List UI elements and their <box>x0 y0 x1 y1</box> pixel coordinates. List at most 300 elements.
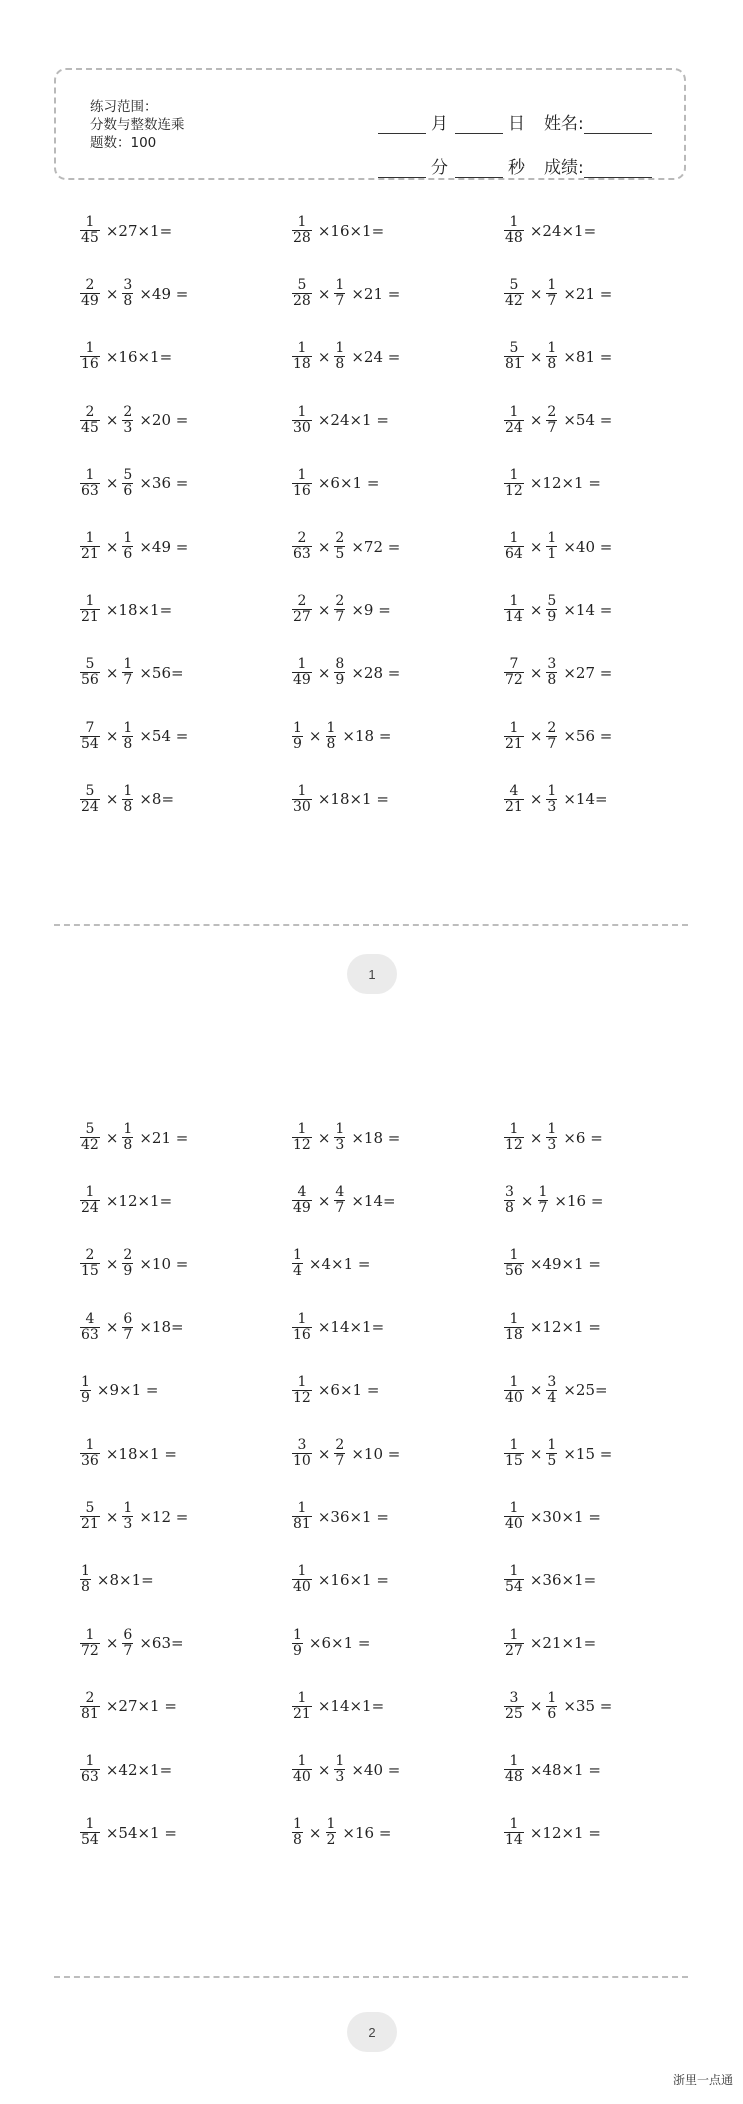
fraction-denominator: 48 <box>505 1769 523 1785</box>
fraction-denominator: 45 <box>81 230 99 246</box>
fraction <box>292 1564 312 1595</box>
fraction-numerator: 1 <box>85 1184 95 1201</box>
fraction-denominator: 81 <box>505 356 523 373</box>
fraction <box>538 1185 549 1216</box>
fraction-numerator: 1 <box>547 782 557 799</box>
fraction-numerator: 1 <box>123 1500 133 1517</box>
expression-text: ×27×1 = <box>105 1697 177 1716</box>
problem-item <box>504 1185 607 1216</box>
problem-item <box>504 1691 616 1722</box>
fraction <box>334 531 345 562</box>
fraction-denominator: 48 <box>505 230 523 246</box>
fraction-numerator: 1 <box>509 1500 519 1517</box>
fraction-numerator: 3 <box>505 1184 514 1201</box>
fraction-denominator: 8 <box>293 1832 302 1849</box>
fraction-denominator: 42 <box>81 1137 99 1153</box>
fraction <box>292 1628 303 1659</box>
fraction-denominator: 63 <box>81 1326 99 1343</box>
fraction-denominator: 45 <box>81 419 99 436</box>
fraction-denominator: 21 <box>505 735 523 752</box>
fraction-numerator: 2 <box>85 1689 95 1706</box>
fraction <box>504 278 524 309</box>
expression-text: ×4×1 = <box>308 1254 371 1273</box>
fraction <box>546 341 557 372</box>
problem-item <box>80 1375 162 1406</box>
expression-text: × <box>105 727 119 746</box>
expression-text: × <box>317 284 331 303</box>
problem-item <box>292 1817 395 1848</box>
fraction-denominator: 56 <box>81 672 99 689</box>
fraction-numerator: 1 <box>85 1626 95 1643</box>
fraction <box>80 1375 91 1406</box>
problem-item <box>504 594 616 625</box>
name-blank[interactable] <box>584 117 652 134</box>
fraction <box>504 531 524 562</box>
fraction-denominator: 7 <box>123 672 133 689</box>
expression-text: ×40 = <box>351 1760 401 1779</box>
fraction-numerator: 1 <box>85 593 95 610</box>
month-blank[interactable] <box>378 117 426 134</box>
fraction-denominator: 15 <box>505 1453 523 1469</box>
problem-item <box>80 1501 192 1532</box>
fraction-numerator: 1 <box>509 403 519 420</box>
fraction <box>292 1185 312 1216</box>
expression-text: ×6 = <box>563 1128 603 1147</box>
fraction-numerator: 1 <box>85 530 95 546</box>
fraction-numerator: 1 <box>293 1626 302 1643</box>
fraction-numerator: 4 <box>335 1184 345 1201</box>
fraction-numerator: 2 <box>123 1247 133 1264</box>
fraction-numerator: 3 <box>547 656 557 673</box>
fraction-numerator: 1 <box>85 1437 95 1453</box>
problem-item <box>504 657 616 688</box>
expression-text: ×40 = <box>563 537 613 556</box>
fraction-numerator: 1 <box>85 466 95 483</box>
expression-text: ×12×1= <box>105 1191 173 1210</box>
expression-text: × <box>317 347 331 366</box>
expression-text: ×63= <box>139 1634 184 1653</box>
expression-text: ×20 = <box>139 411 189 430</box>
fraction <box>504 468 524 499</box>
fraction-numerator: 1 <box>538 1184 548 1201</box>
fraction <box>122 1628 133 1659</box>
problem-item <box>80 1185 176 1216</box>
problem-item <box>504 1438 616 1469</box>
fraction-denominator: 6 <box>123 546 133 562</box>
fraction-denominator: 7 <box>335 1453 345 1469</box>
expression-text: × <box>529 1444 543 1463</box>
fraction-numerator: 4 <box>297 1184 307 1201</box>
expression-text: × <box>317 1760 331 1779</box>
fraction-denominator: 7 <box>335 1200 345 1217</box>
problem-item <box>80 1628 188 1659</box>
fraction <box>80 278 100 309</box>
expression-text: ×16 = <box>554 1191 604 1210</box>
problem-item <box>504 721 616 752</box>
expression-text: ×24×1 = <box>317 411 389 430</box>
fraction-numerator: 1 <box>547 1437 557 1453</box>
fraction-denominator: 21 <box>81 609 99 626</box>
fraction <box>504 1817 524 1848</box>
problem-item <box>292 1375 383 1406</box>
problem-item <box>292 784 393 815</box>
expression-text: × <box>317 1444 331 1463</box>
fraction-denominator: 40 <box>505 1516 523 1533</box>
expression-text: ×54 = <box>139 727 189 746</box>
fraction-numerator: 2 <box>85 403 95 420</box>
expression-text: × <box>105 474 119 493</box>
fraction-numerator: 1 <box>297 1500 307 1517</box>
fraction <box>80 594 100 625</box>
problem-item <box>292 1122 404 1153</box>
fraction-numerator: 1 <box>326 719 336 736</box>
fraction <box>80 721 100 752</box>
expression-text: ×10 = <box>351 1444 401 1463</box>
expression-text: ×12×1 = <box>529 1823 601 1842</box>
fraction-denominator: 9 <box>123 1263 133 1280</box>
fraction-denominator: 7 <box>538 1200 548 1217</box>
fraction-denominator: 7 <box>335 609 345 626</box>
expression-text: ×6×1 = <box>317 1381 380 1400</box>
fraction <box>504 594 524 625</box>
fraction-numerator: 8 <box>335 656 345 673</box>
fraction-denominator: 14 <box>505 609 523 626</box>
fraction <box>504 657 524 688</box>
expression-text: × <box>529 663 543 682</box>
fraction <box>292 1312 312 1343</box>
problem-item <box>504 1628 600 1659</box>
fraction-numerator: 3 <box>123 277 133 294</box>
expression-text: ×6×1 = <box>317 474 380 493</box>
fraction-denominator: 24 <box>81 798 99 815</box>
fraction-denominator: 49 <box>81 293 99 310</box>
fraction <box>80 468 100 499</box>
fraction-denominator: 72 <box>505 672 523 689</box>
fraction <box>504 1628 524 1659</box>
fraction-numerator: 1 <box>85 1816 95 1833</box>
problem-item <box>292 1501 393 1532</box>
expression-text: ×6×1 = <box>308 1634 371 1653</box>
score-label: 成绩: <box>544 158 584 178</box>
fraction-denominator: 36 <box>81 1453 99 1469</box>
expression-text: ×27 = <box>563 663 613 682</box>
expression-text: ×42×1= <box>105 1760 173 1779</box>
fraction-denominator: 21 <box>293 1705 311 1722</box>
fraction-numerator: 1 <box>297 782 307 799</box>
fraction-denominator: 21 <box>81 546 99 562</box>
fraction <box>334 1122 345 1153</box>
fraction-numerator: 1 <box>509 1437 519 1453</box>
day-blank[interactable] <box>455 117 503 134</box>
fraction-numerator: 1 <box>297 214 307 230</box>
problem-item <box>80 1312 188 1343</box>
fraction-numerator: 5 <box>509 340 519 357</box>
fraction <box>326 1817 337 1848</box>
fraction-numerator: 1 <box>297 1689 307 1706</box>
fraction <box>292 1375 312 1406</box>
fraction-denominator: 1 <box>547 546 557 562</box>
fraction-numerator: 3 <box>297 1437 307 1453</box>
fraction <box>80 1691 100 1722</box>
expression-text: × <box>529 790 543 809</box>
second-label: 秒 <box>508 158 525 178</box>
fraction <box>292 1691 312 1722</box>
minute-blank[interactable] <box>378 161 426 178</box>
fraction <box>292 1438 312 1469</box>
fraction-numerator: 1 <box>297 1121 307 1137</box>
expression-text: ×14 = <box>563 600 613 619</box>
range-label: 练习范围： <box>90 99 158 115</box>
fraction-numerator: 2 <box>335 593 345 610</box>
fraction <box>504 1754 524 1785</box>
expression-text: ×18×1= <box>105 600 173 619</box>
fraction-denominator: 12 <box>293 1137 311 1153</box>
fraction <box>504 1122 524 1153</box>
fraction <box>504 1375 524 1406</box>
fraction <box>80 1438 100 1469</box>
fraction-denominator: 30 <box>293 798 311 815</box>
fraction <box>292 278 312 309</box>
problem-item <box>80 1248 192 1279</box>
problem-item <box>80 1564 158 1595</box>
fraction <box>334 657 345 688</box>
fraction-denominator: 3 <box>123 419 133 436</box>
fraction-numerator: 1 <box>509 1626 519 1643</box>
fraction <box>546 1438 557 1469</box>
second-blank[interactable] <box>455 161 503 178</box>
expression-text: × <box>308 727 322 746</box>
fraction-denominator: 14 <box>505 1832 523 1849</box>
problem-item <box>80 405 192 436</box>
problem-item <box>504 784 612 815</box>
expression-text: × <box>105 1318 119 1337</box>
problem-item <box>504 468 605 499</box>
problem-item <box>80 1817 181 1848</box>
fraction-numerator: 3 <box>509 1689 519 1706</box>
fraction-numerator: 1 <box>509 466 519 483</box>
fraction-numerator: 1 <box>297 1373 307 1390</box>
fraction <box>546 1691 557 1722</box>
fraction-numerator: 1 <box>509 1373 519 1390</box>
range-value: 分数与整数连乘 <box>90 117 185 133</box>
fraction-numerator: 1 <box>297 403 307 420</box>
fraction <box>334 1438 345 1469</box>
fraction <box>80 657 100 688</box>
problem-item <box>80 784 178 815</box>
score-blank[interactable] <box>584 161 652 178</box>
fraction-denominator: 28 <box>293 293 311 310</box>
expression-text: ×9 = <box>351 600 391 619</box>
fraction <box>334 594 345 625</box>
fraction-denominator: 42 <box>505 293 523 310</box>
expression-text: ×21 = <box>563 284 613 303</box>
expression-text: ×8= <box>139 790 175 809</box>
fraction-denominator: 16 <box>81 356 99 373</box>
fraction-denominator: 7 <box>123 1642 133 1659</box>
fraction-denominator: 49 <box>293 1200 311 1217</box>
fraction <box>292 531 312 562</box>
expression-text: ×27×1= <box>105 221 173 240</box>
fraction-denominator: 8 <box>335 356 345 373</box>
expression-text: ×24 = <box>351 347 401 366</box>
expression-text: ×18×1 = <box>317 790 389 809</box>
fraction-numerator: 1 <box>297 1753 307 1769</box>
fraction-numerator: 7 <box>85 719 95 736</box>
expression-text: ×49 = <box>139 284 189 303</box>
expression-text: ×36×1 = <box>317 1507 389 1526</box>
fraction-numerator: 1 <box>297 1563 307 1580</box>
expression-text: × <box>520 1191 534 1210</box>
problem-item <box>504 405 616 436</box>
fraction-numerator: 2 <box>335 530 345 546</box>
expression-text: × <box>529 1697 543 1716</box>
expression-text: ×14×1= <box>317 1697 385 1716</box>
problem-item <box>80 531 192 562</box>
fraction-numerator: 1 <box>547 277 557 294</box>
fraction-denominator: 7 <box>547 419 557 436</box>
expression-text: ×8×1= <box>96 1570 154 1589</box>
fraction <box>334 1754 345 1785</box>
expression-text: ×54×1 = <box>105 1823 177 1842</box>
fraction-denominator: 5 <box>335 546 345 562</box>
fraction-numerator: 1 <box>293 1247 302 1264</box>
fraction <box>504 405 524 436</box>
header-box <box>54 68 686 180</box>
expression-text: ×56 = <box>563 727 613 746</box>
fraction <box>292 468 312 499</box>
fraction <box>80 1248 100 1279</box>
fraction <box>546 721 557 752</box>
fraction <box>292 594 312 625</box>
fraction-numerator: 1 <box>293 719 302 736</box>
month-label: 月 <box>431 114 448 134</box>
fraction-denominator: 7 <box>547 293 557 310</box>
fraction-numerator: 4 <box>509 782 519 799</box>
expression-text: ×36×1= <box>529 1570 597 1589</box>
fraction-numerator: 2 <box>297 593 307 610</box>
fraction-numerator: 5 <box>85 1121 95 1137</box>
fraction <box>122 468 133 499</box>
fraction-numerator: 6 <box>123 1626 133 1643</box>
fraction-numerator: 5 <box>85 782 95 799</box>
expression-text: × <box>529 1128 543 1147</box>
fraction <box>504 721 524 752</box>
expression-text: × <box>105 663 119 682</box>
expression-text: ×14= <box>351 1191 396 1210</box>
fraction-numerator: 3 <box>547 1373 557 1390</box>
problem-item <box>292 1185 400 1216</box>
date-name-line <box>378 90 668 134</box>
expression-text: ×15 = <box>563 1444 613 1463</box>
fraction <box>504 341 524 372</box>
expression-text: ×12 = <box>139 1507 189 1526</box>
expression-text: ×16 = <box>342 1823 392 1842</box>
fraction <box>546 594 557 625</box>
expression-text: ×9×1 = <box>96 1381 159 1400</box>
fraction <box>80 1817 100 1848</box>
watermark: 浙里一点通 <box>672 2073 733 2087</box>
problem-item <box>292 1691 388 1722</box>
expression-text: ×18= <box>139 1318 184 1337</box>
fraction-denominator: 27 <box>293 609 311 626</box>
fraction <box>292 215 312 246</box>
count-label: 题数：100 <box>90 135 157 151</box>
fraction <box>80 1628 100 1659</box>
fraction <box>292 1754 312 1785</box>
fraction-denominator: 3 <box>123 1516 133 1533</box>
problem-item <box>80 721 192 752</box>
fraction-numerator: 4 <box>85 1310 95 1327</box>
expression-text: × <box>529 411 543 430</box>
fraction-denominator: 72 <box>81 1642 99 1659</box>
fraction-numerator: 5 <box>547 593 557 610</box>
expression-text: × <box>105 284 119 303</box>
expression-text: ×36 = <box>139 474 189 493</box>
fraction-numerator: 1 <box>297 656 307 673</box>
fraction <box>546 531 557 562</box>
expression-text: ×49 = <box>139 537 189 556</box>
expression-text: ×72 = <box>351 537 401 556</box>
fraction-denominator: 8 <box>123 1137 133 1153</box>
expression-text: ×56= <box>139 663 184 682</box>
fraction <box>122 784 133 815</box>
fraction-denominator: 63 <box>293 546 311 562</box>
fraction-numerator: 2 <box>123 403 133 420</box>
fraction-denominator: 21 <box>81 1516 99 1533</box>
fraction <box>80 1122 100 1153</box>
problem-item <box>292 531 404 562</box>
fraction-denominator: 8 <box>123 735 133 752</box>
expression-text: ×30×1 = <box>529 1507 601 1526</box>
expression-text: × <box>105 411 119 430</box>
problem-item <box>80 1691 181 1722</box>
fraction <box>292 341 312 372</box>
fraction-denominator: 9 <box>293 1642 302 1659</box>
expression-text: ×16×1 = <box>317 1570 389 1589</box>
fraction-numerator: 1 <box>81 1373 90 1390</box>
fraction-denominator: 9 <box>335 672 345 689</box>
expression-text: ×28 = <box>351 663 401 682</box>
expression-text: ×49×1 = <box>529 1254 601 1273</box>
fraction-numerator: 5 <box>509 277 519 294</box>
fraction-denominator: 9 <box>293 735 302 752</box>
expression-text: × <box>105 537 119 556</box>
problem-item <box>504 1312 605 1343</box>
fraction <box>326 721 337 752</box>
problem-item <box>504 1375 612 1406</box>
fraction-numerator: 1 <box>81 1563 90 1580</box>
fraction-denominator: 6 <box>547 1705 557 1722</box>
expression-text: × <box>105 1507 119 1526</box>
fraction-denominator: 3 <box>335 1769 345 1785</box>
header-info <box>90 98 185 152</box>
fraction-denominator: 27 <box>505 1642 523 1659</box>
fraction-denominator: 81 <box>293 1516 311 1533</box>
fraction-numerator: 5 <box>85 656 95 673</box>
fraction-denominator: 64 <box>505 546 523 562</box>
problem-item <box>80 1122 192 1153</box>
fraction-numerator: 1 <box>335 1121 345 1137</box>
fraction-denominator: 54 <box>505 1579 523 1596</box>
fraction-denominator: 3 <box>335 1137 345 1153</box>
name-label: 姓名: <box>544 114 584 134</box>
fraction-numerator: 1 <box>85 340 95 357</box>
fraction-numerator: 2 <box>335 1437 345 1453</box>
expression-text: × <box>105 790 119 809</box>
fraction <box>292 657 312 688</box>
fraction-denominator: 4 <box>547 1389 557 1406</box>
fraction <box>80 215 100 246</box>
